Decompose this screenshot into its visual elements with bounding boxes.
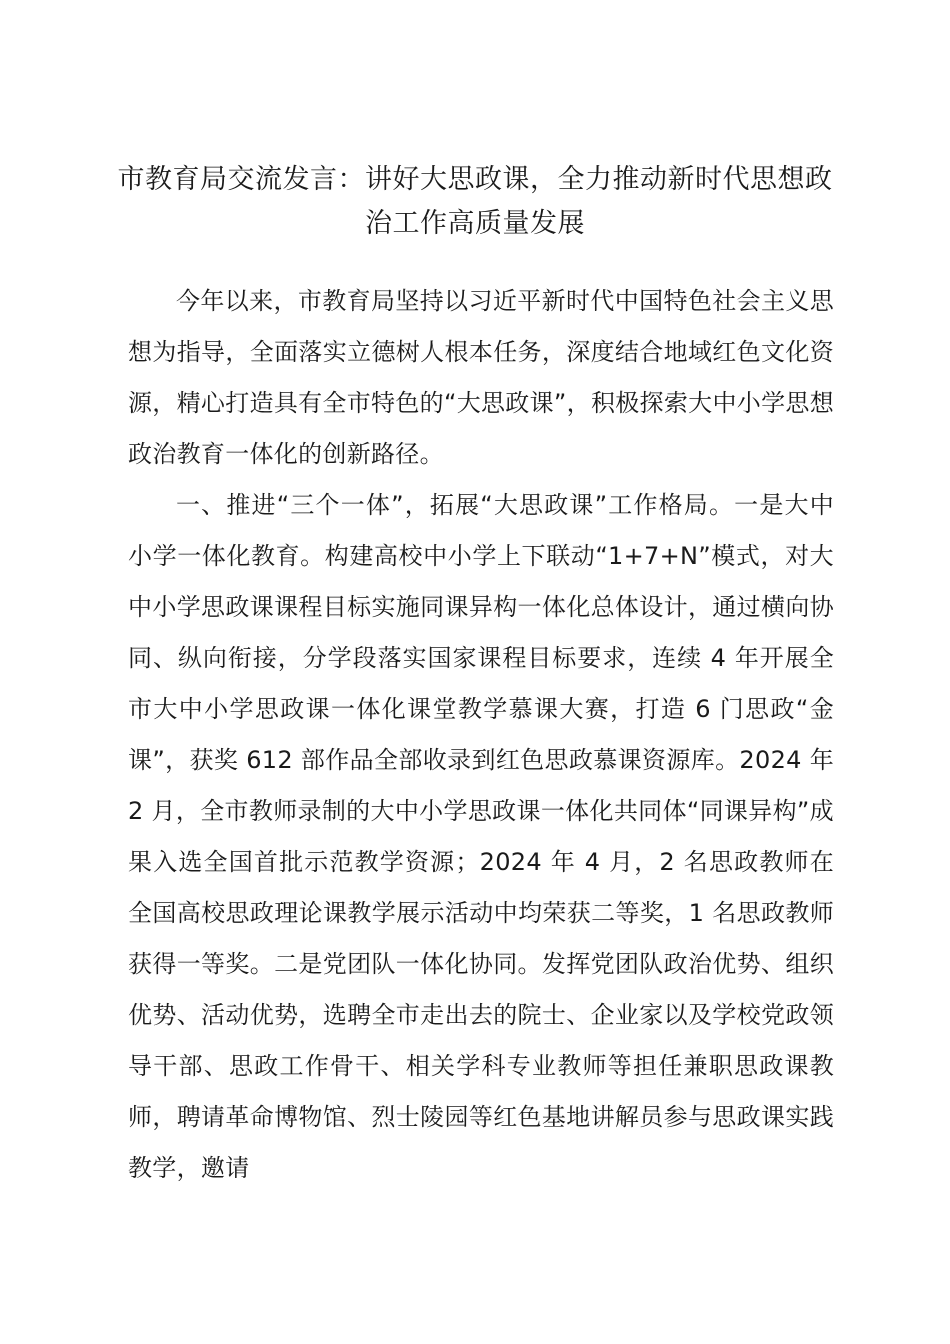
paragraph-intro: 今年以来，市教育局坚持以习近平新时代中国特色社会主义思想为指导，全面落实立德树人根本任务，深度结合地域红色文化资源，精心打造具有全市特色的“大思政课”，积极探索大中小学思想政治教育一体化的创新路径。 xyxy=(128,287,834,468)
paragraph-section-one: 一、推进“三个一体”，拓展“大思政课”工作格局。一是大中小学一体化教育。构建高校中小学上下联动“1+7+N”模式，对大中小学思政课课程目标实施同课异构一体化总体设计，通过横向协同、纵向衔接，分学段落实国家课程目标要求，连续 4 年开展全市大中小学思政课一体化课堂教学慕课大赛，打造 6 门思政“金课”，获奖 612 部作品全部收录到红色思政慕课资源库。2024 年 2 月，全市教师录制的大中小学思政课一体化共同体“同课异构”成果入选全国首批示范教学资源；2024 年 4 月，2 名思政教师在全国高校思政理论课教学展示活动中均荣获二等奖，1 名思政教师获得一等奖。二是党团队一体化协同。发挥党团队政治优势、组织优势、活动优势，选聘全市走出去的院士、企业家以及学校党政领导干部、思政工作骨干、相关学科专业教师等担任兼职思政课教师，聘请革命博物馆、烈士陵园等红色基地讲解员参与思政课实践教学，邀请 xyxy=(128,491,834,1182)
document-body xyxy=(128,276,834,1194)
document-title: 市教育局交流发言：讲好大思政课，全力推动新时代思想政治工作高质量发展 xyxy=(117,164,833,239)
